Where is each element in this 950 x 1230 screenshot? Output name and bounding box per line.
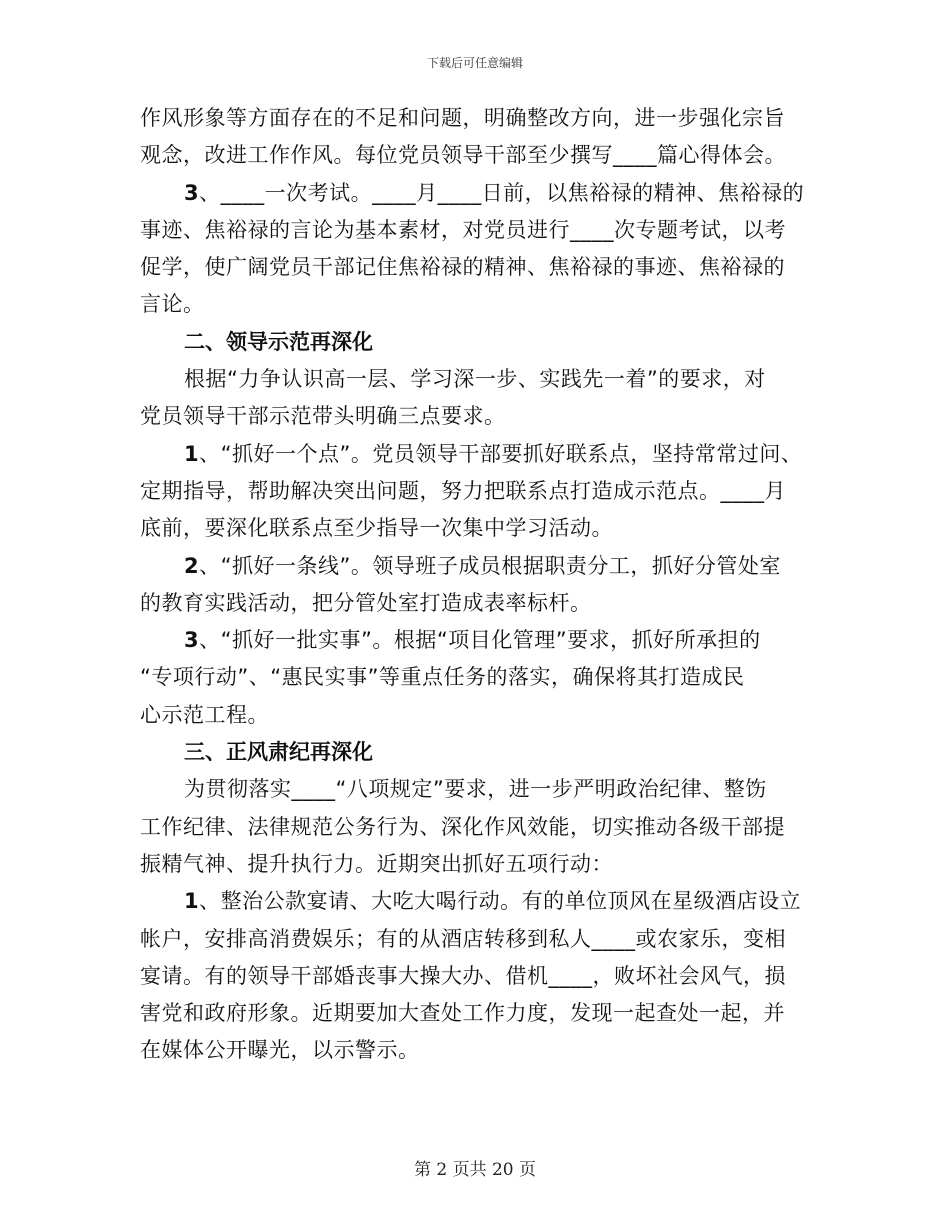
list-item-3-exam	[140, 175, 810, 212]
paragraph-line: 党员领导干部示范带头明确三点要求。	[140, 404, 506, 429]
paragraph-line: 振精气神、提升执行力。近期突出抓好五项行动：	[140, 851, 613, 876]
item-number: 2	[184, 553, 200, 578]
paragraph-line: 宴请。有的领导干部婚丧事大操大办、借机____，败坏社会风气，损	[140, 963, 786, 988]
item-number: 1	[184, 889, 200, 914]
paragraph-line: 心示范工程。	[140, 702, 269, 727]
paragraph-line: 言论。	[140, 292, 205, 317]
paragraph-line: 、“抓好一个点”。党员领导干部要抓好联系点，坚持常常过问、	[199, 441, 803, 466]
paragraph-line: 在媒体公开曝光，以示警示。	[140, 1038, 420, 1063]
paragraph-line: 观念，改进工作作风。每位党员领导干部至少撰写____篇心得体会。	[140, 143, 786, 168]
section-heading-2: 二、领导示范再深化	[184, 329, 373, 354]
list-item-1-banquet	[140, 883, 810, 920]
document-body	[140, 100, 810, 1070]
item-number: 1	[184, 441, 200, 466]
paragraph-line: 底前，要深化联系点至少指导一次集中学习活动。	[140, 516, 613, 541]
paragraph-line: 工作纪律、法律规范公务行为、深化作风效能，切实推动各级干部提	[140, 814, 785, 839]
paragraph-line: 、“抓好一批实事”。根据“项目化管理”要求，抓好所承担的	[199, 628, 761, 653]
paragraph-line: 帐户，安排高消费娱乐；有的从酒店转移到私人____或农家乐，变相	[140, 926, 786, 951]
paragraph-line: 、“抓好一条线”。领导班子成员根据职责分工，抓好分管处室	[199, 553, 781, 578]
paragraph-line: 作风形象等方面存在的不足和问题，明确整改方向，进一步强化宗旨	[140, 106, 785, 130]
list-item-3-tasks	[140, 622, 810, 659]
item-number: 3	[184, 628, 200, 653]
list-item-2-line	[140, 548, 810, 585]
page-number-footer: 第 2 页共 20 页	[413, 1160, 537, 1180]
paragraph-line: 事迹、焦裕禄的言论为基本素材，对党员进行____次专题考试，以考	[140, 217, 786, 242]
paragraph-line: 的教育实践活动，把分管处室打造成表率标杆。	[140, 590, 592, 615]
list-item-1-point	[140, 436, 810, 473]
paragraph-line: 、整治公款宴请、大吃大喝行动。有的单位顶风在星级酒店设立	[199, 889, 802, 914]
paragraph-line: 为贯彻落实____“八项规定”要求，进一步严明政治纪律、整饬	[184, 777, 767, 802]
section-heading-3: 三、正风肃纪再深化	[184, 740, 373, 765]
page-header: 下载后可任意编辑	[426, 56, 523, 70]
paragraph-line: 、____一次考试。____月____日前，以焦裕禄的精神、焦裕禄的	[199, 180, 805, 205]
paragraph-line: 根据“力争认识高一层、学习深一步、实践先一着”的要求，对	[184, 367, 766, 392]
paragraph-line: 促学，使广阔党员干部记住焦裕禄的精神、焦裕禄的事迹、焦裕禄的	[140, 255, 785, 280]
paragraph-line: 害党和政府形象。近期要加大查处工作力度，发现一起查处一起，并	[140, 1001, 785, 1026]
paragraph-line: “专项行动”、“惠民实事”等重点任务的落实，确保将其打造成民	[140, 665, 745, 690]
paragraph-line: 定期指导，帮助解决突出问题，努力把联系点打造成示范点。____月	[140, 478, 786, 503]
item-number: 3	[184, 180, 200, 205]
